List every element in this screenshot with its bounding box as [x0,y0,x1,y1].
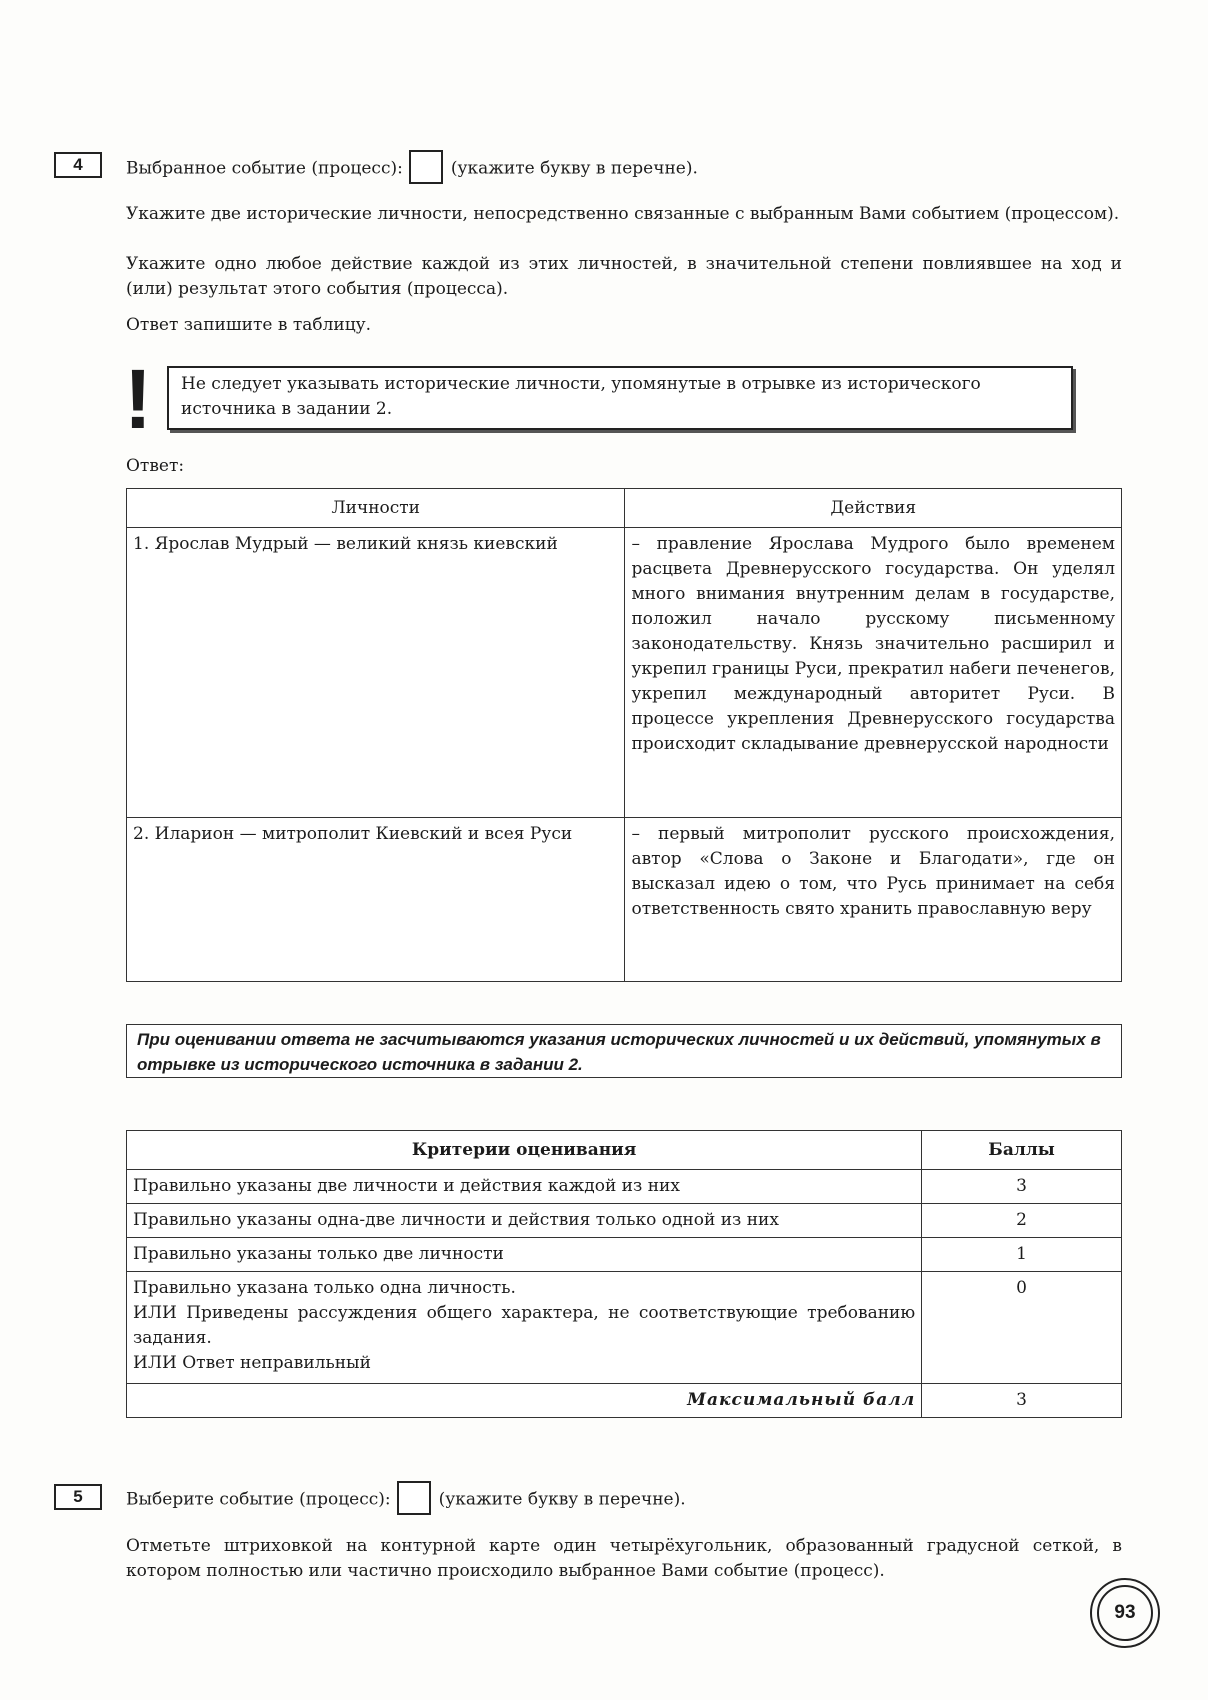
evaluation-note: При оценивании ответа не засчитываются указания исторических личностей и их действий, упомянутых в отрывке из исторического источника в задании 2. [126,1024,1122,1078]
task4-chosen-hint: (укажите букву в перечне). [450,158,698,179]
answer-label: Ответ: [126,456,185,476]
page-number: 93 [1097,1585,1153,1641]
task4-chosen-label: Выбранное событие (процесс): [126,158,403,179]
task5-letter-box[interactable] [397,1481,431,1515]
page-number-badge [1090,1578,1160,1648]
criteria-header: Критерии оценивания [127,1131,922,1170]
warning-box: Не следует указывать исторические личности, упомянутые в отрывке из исторического источника в задании 2. [167,366,1073,430]
task4-instruction-1: Укажите две исторические личности, непосредственно связанные с выбранным Вами событием (процессом). [126,204,1120,224]
max-score-value: 3 [922,1384,1122,1418]
task4-chosen-line [126,152,1026,186]
person-cell: 1. Ярослав Мудрый — великий князь киевский [127,528,625,818]
criteria-text-multi [127,1272,922,1384]
task4-letter-box[interactable] [409,150,443,184]
criteria-score: 0 [922,1272,1122,1384]
criteria-line: Правильно указана только одна личность. [133,1278,516,1298]
criteria-score: 1 [922,1238,1122,1272]
person-cell: 2. Иларион — митрополит Киевский и всея Руси [127,818,625,982]
table-row [127,1384,1122,1418]
answer-table [126,488,1122,982]
criteria-score: 3 [922,1170,1122,1204]
criteria-text: Правильно указаны две личности и действия каждой из них [127,1170,922,1204]
action-cell: – первый митрополит русского происхождения, автор «Слова о Законе и Благодати», где он высказал идею о том, что Русь принимает на себя ответственность свято хранить православную веру [625,818,1122,982]
answer-header-actions: Действия [625,489,1122,528]
criteria-line: ИЛИ Приведены рассуждения общего характера, не соответствующие требованию задания. [133,1303,916,1348]
score-header: Баллы [922,1131,1122,1170]
task4-instruction-3: Ответ запишите в таблицу. [126,315,372,335]
criteria-score: 2 [922,1204,1122,1238]
criteria-text: Правильно указаны только две личности [127,1238,922,1272]
task4-instruction-2: Укажите одно любое действие каждой из этих личностей, в значительной степени повлиявшее на ход и (или) результат этого события (процесса). [126,254,1122,299]
task-number-5: 5 [54,1484,102,1510]
criteria-text: Правильно указаны одна-две личности и действия только одной из них [127,1204,922,1238]
table-row [127,528,1122,818]
task5-choose-hint: (укажите букву в перечне). [438,1489,686,1510]
table-row [127,1204,1122,1238]
task-number-4: 4 [54,152,102,178]
table-row [127,1272,1122,1384]
table-row [127,818,1122,982]
action-cell: – правление Ярослава Мудрого было временем расцвета Древнерусского государства. Он уделял много внимания внутренним делам в государстве, положил начало русскому письменному законодательству. Князь значительно расширил и укрепил границы Руси, прекратил набеги печенегов, укрепил международный авторитет Руси. В процессе укрепления Древнерусского государства происходит складывание древнерусской народности [625,528,1122,818]
criteria-table [126,1130,1122,1418]
exclamation-icon: ! [124,352,152,446]
table-row [127,1238,1122,1272]
task5-instruction: Отметьте штриховкой на контурной карте один четырёхугольник, образованный градусной сеткой, в котором полностью или частично происходило выбранное Вами событие (процесс). [126,1536,1122,1581]
task5-choose-line [126,1483,1026,1517]
table-row [127,1170,1122,1204]
max-score-label: Максимальный балл [127,1384,922,1418]
task5-choose-label: Выберите событие (процесс): [126,1489,391,1510]
criteria-line: ИЛИ Ответ неправильный [133,1353,371,1373]
answer-header-persons: Личности [127,489,625,528]
